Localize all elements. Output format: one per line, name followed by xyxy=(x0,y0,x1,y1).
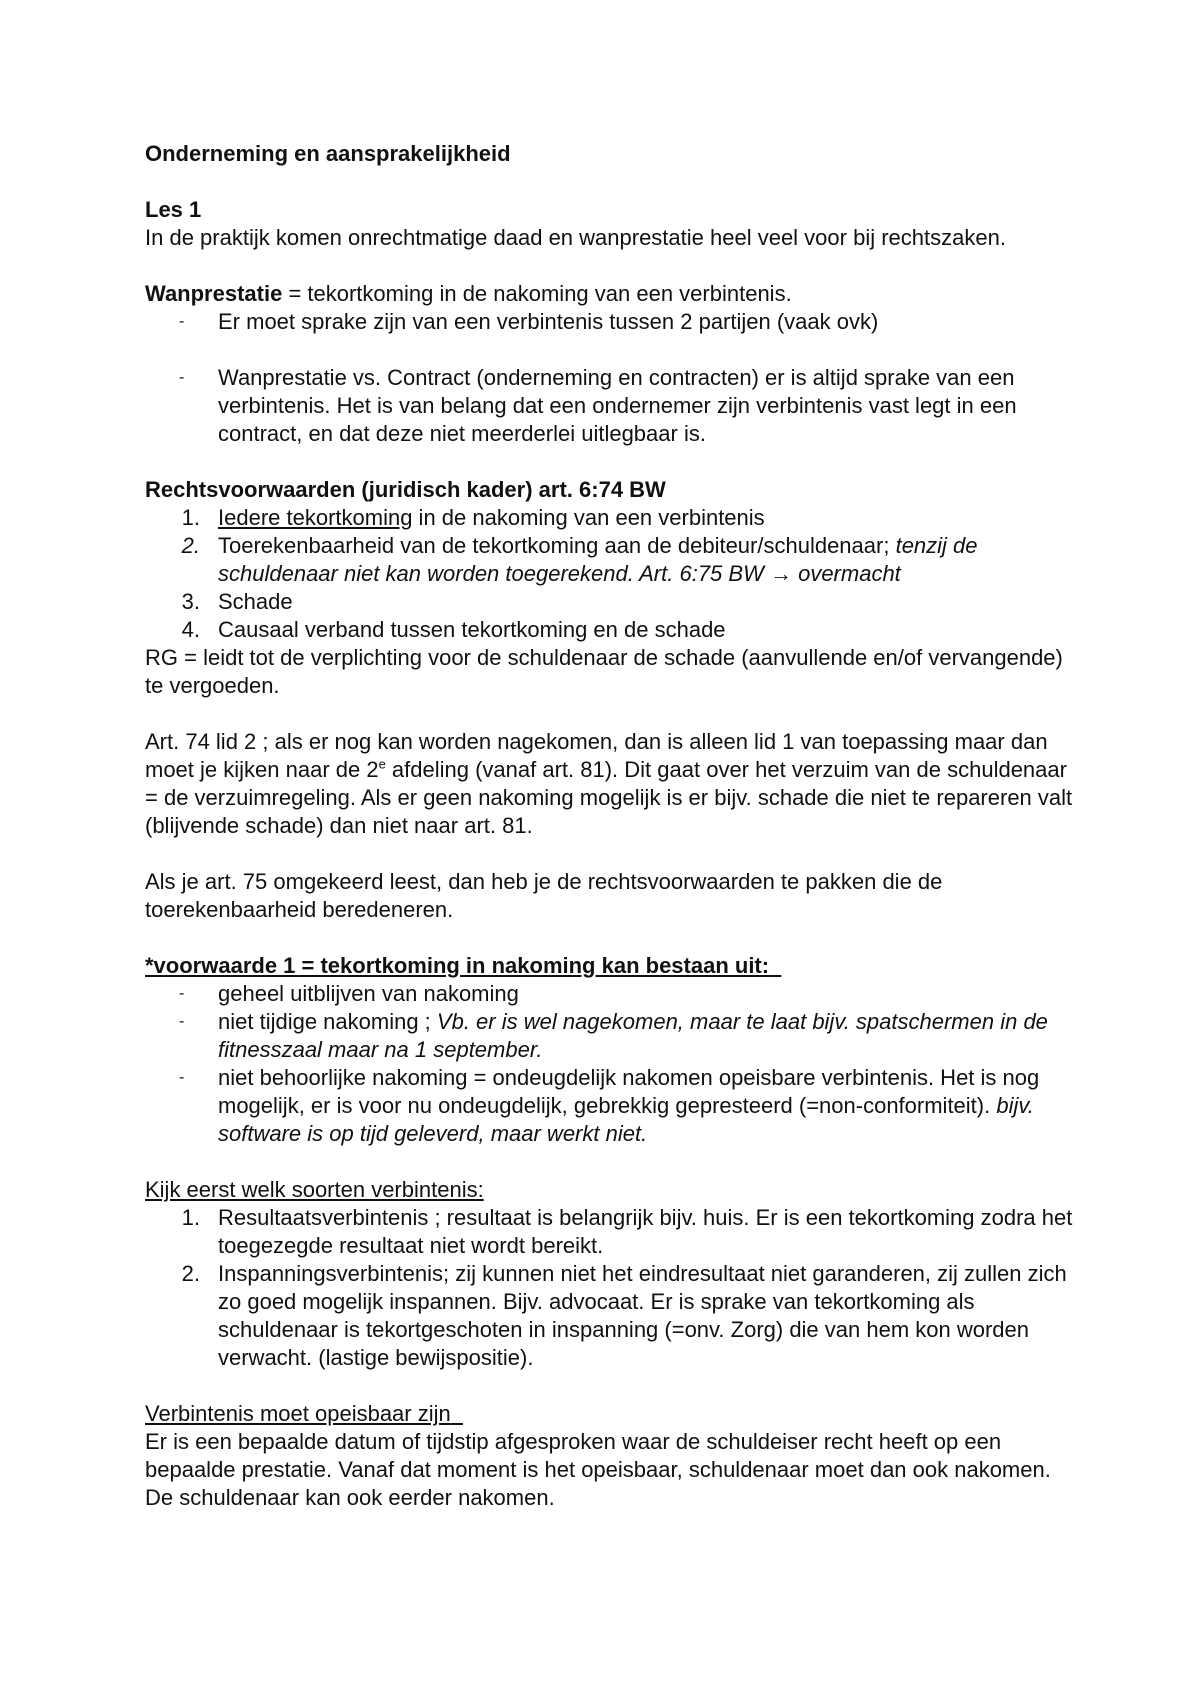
lesson-heading: Les 1 xyxy=(145,197,202,222)
item-underlined-text: Iedere tekortkoming xyxy=(218,505,413,530)
art75-paragraph: Als je art. 75 omgekeerd leest, dan heb je de rechtsvoorwaarden te pakken die de toerekenbaarheid beredeneren. xyxy=(145,869,943,922)
wanprestatie-definition-text: = tekortkoming in de nakoming van een verbintenis. xyxy=(282,281,792,306)
art74-text: afdeling (vanaf art. 81). Dit gaat over het verzuim van de schuldenaar = de verzuimregeling. Als er geen nakoming mogelijk is er bijv. schade die niet te repareren valt (blijvende schade) dan niet naar art. 81. xyxy=(145,757,1073,838)
numbered-item xyxy=(145,1204,1075,1260)
item-text: Resultaatsverbintenis ; resultaat is belangrijk bijv. huis. Er is een tekortkoming zodra het toegezegde resultaat niet wordt bereikt. xyxy=(218,1205,1073,1258)
opeisbaar-heading-text: Verbintenis moet opeisbaar zijn xyxy=(145,1401,451,1426)
arrow-right-icon: → xyxy=(769,561,792,586)
item-number: 3. xyxy=(181,589,200,614)
art74-paragraph xyxy=(145,728,1075,840)
bullet-item xyxy=(145,980,1075,1008)
bullet-text: geheel uitblijven van nakoming xyxy=(218,981,519,1006)
bullet-item xyxy=(145,1064,1075,1148)
art74-text: Art. 74 lid 2 ; als er nog kan worden nagekomen, dan is alleen lid 1 van toepassing maar dan moet je kijken naar de 2 xyxy=(145,729,1048,782)
item-number: 4. xyxy=(181,617,200,642)
numbered-item xyxy=(145,588,1075,616)
bullet-italic-text: bijv. software is op tijd geleverd, maar werkt niet. xyxy=(218,1093,1034,1146)
bullet-italic-text: Vb. er is wel nagekomen, maar te laat bijv. spatschermen in de fitnesszaal maar na 1 september. xyxy=(218,1009,1048,1062)
bullet-text: Wanprestatie vs. Contract (onderneming en contracten) er is altijd sprake van een verbintenis. Het is van belang dat een ondernemer zijn verbintenis vast legt in een contract, en dat deze niet meerderlei uitlegbaar is. xyxy=(218,365,1017,446)
rg-paragraph: RG = leidt tot de verplichting voor de schuldenaar de schade (aanvullende en/of vervangende) te vergoeden. xyxy=(145,645,1063,698)
item-number: 2. xyxy=(181,533,200,558)
bullet-text: Er moet sprake zijn van een verbintenis tussen 2 partijen (vaak ovk) xyxy=(218,309,879,334)
document-title: Onderneming en aansprakelijkheid xyxy=(145,141,511,166)
item-italic-text: tenzij de schuldenaar niet kan worden toegerekend. Art. 6:75 BW xyxy=(218,533,978,586)
numbered-item xyxy=(145,1260,1075,1372)
item-text: Causaal verband tussen tekortkoming en de schade xyxy=(218,617,726,642)
wanprestatie-definition xyxy=(145,280,1075,308)
bullet-item xyxy=(145,1008,1075,1064)
bullet-marker: - xyxy=(179,1069,185,1086)
item-number: 2. xyxy=(181,1261,200,1286)
superscript: e xyxy=(378,756,386,772)
bullet-marker: - xyxy=(179,369,185,386)
bullet-marker: - xyxy=(179,313,185,330)
document-body xyxy=(145,140,1075,1512)
intro-paragraph: In de praktijk komen onrechtmatige daad en wanprestatie heel veel voor bij rechtszaken. xyxy=(145,225,1006,250)
opeisbaar-paragraph: Er is een bepaalde datum of tijdstip afgesproken waar de schuldeiser recht heeft op een bepaalde prestatie. Vanaf dat moment is het opeisbaar, schuldenaar moet dan ook nakomen. De schuldenaar kan ook eerder nakomen. xyxy=(145,1429,1051,1510)
item-text: Schade xyxy=(218,589,293,614)
bullet-marker: - xyxy=(179,985,185,1002)
bullet-item xyxy=(145,364,1075,448)
numbered-item xyxy=(145,616,1075,644)
item-number: 1. xyxy=(181,1205,200,1230)
bullet-marker: - xyxy=(179,1013,185,1030)
voorwaarde1-heading xyxy=(145,952,1075,980)
soorten-heading: Kijk eerst welk soorten verbintenis: xyxy=(145,1177,484,1202)
wanprestatie-term: Wanprestatie xyxy=(145,281,283,306)
item-text: Toerekenbaarheid van de tekortkoming aan de debiteur/schuldenaar; xyxy=(218,533,896,558)
numbered-item xyxy=(145,504,1075,532)
item-text: in de nakoming van een verbintenis xyxy=(412,505,765,530)
item-italic-text: overmacht xyxy=(791,561,901,586)
numbered-item xyxy=(145,532,1075,588)
bullet-text: niet tijdige nakoming ; xyxy=(218,1009,437,1034)
rechtsvoorwaarden-heading: Rechtsvoorwaarden (juridisch kader) art. 6:74 BW xyxy=(145,477,666,502)
item-number: 1. xyxy=(181,505,200,530)
opeisbaar-heading xyxy=(145,1400,1075,1428)
bullet-text: niet behoorlijke nakoming = ondeugdelijk nakomen opeisbare verbintenis. Het is nog mogelijk, er is voor nu ondeugdelijk, gebrekkig gepresteerd (=non-conformiteit). xyxy=(218,1065,1040,1118)
bullet-item xyxy=(145,308,1075,336)
voorwaarde1-heading-text: *voorwaarde 1 = tekortkoming in nakoming kan bestaan uit: xyxy=(145,953,770,978)
item-text: Inspanningsverbintenis; zij kunnen niet het eindresultaat niet garanderen, zij zullen zich zo goed mogelijk inspannen. Bijv. advocaat. Er is sprake van tekortkoming als schuldenaar is tekortgeschoten in inspanning (=onv. Zorg) die van hem kon worden verwacht. (lastige bewijspositie). xyxy=(218,1261,1067,1370)
